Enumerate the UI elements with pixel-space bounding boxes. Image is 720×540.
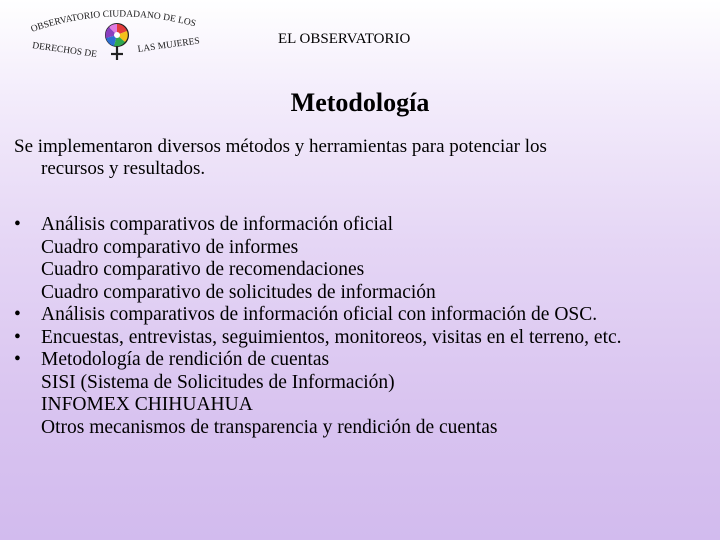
sub-item: SISI (Sistema de Solicitudes de Información) (41, 371, 395, 393)
methodology-list (14, 214, 696, 439)
list-item-text: Análisis comparativos de información oficial con información de OSC. (41, 304, 598, 325)
intro-paragraph (14, 136, 704, 180)
logo-text-top: OBSERVATORIO CIUDADANO DE LOS (29, 9, 197, 35)
bullet: • (14, 349, 21, 370)
list-item (14, 327, 696, 350)
bullet: • (14, 326, 21, 348)
list-item-text: Encuestas, entrevistas, seguimientos, monitoreos, visitas en el terreno, etc. (41, 326, 622, 348)
sub-item: Cuadro comparativo de recomendaciones (41, 259, 365, 280)
intro-line-1: Se implementaron diversos métodos y herramientas para potenciar los (14, 136, 547, 157)
list-item (14, 304, 696, 327)
list-item (14, 349, 696, 439)
list-item-text: Metodología de rendición de cuentas (41, 349, 330, 370)
logo-text-left: DERECHOS DE (31, 41, 98, 61)
list-item (14, 214, 696, 304)
header-label: EL OBSERVATORIO (278, 31, 411, 47)
women-symbol-icon (106, 24, 128, 60)
list-item-text: Análisis comparativos de información oficial (41, 214, 393, 235)
sub-item: Otros mecanismos de transparencia y rendición de cuentas (41, 416, 498, 438)
sub-item: INFOMEX CHIHUAHUA (41, 394, 253, 415)
bullet: • (14, 304, 21, 325)
page-title: Metodología (290, 88, 430, 117)
logo-text-right: LAS MUJERES (137, 36, 201, 55)
sub-item: Cuadro comparativo de informes (41, 236, 299, 258)
observatorio-logo (22, 8, 217, 70)
sub-item: Cuadro comparativo de solicitudes de información (41, 281, 436, 303)
intro-line-2: recursos y resultados. (41, 158, 206, 179)
bullet: • (14, 214, 21, 235)
